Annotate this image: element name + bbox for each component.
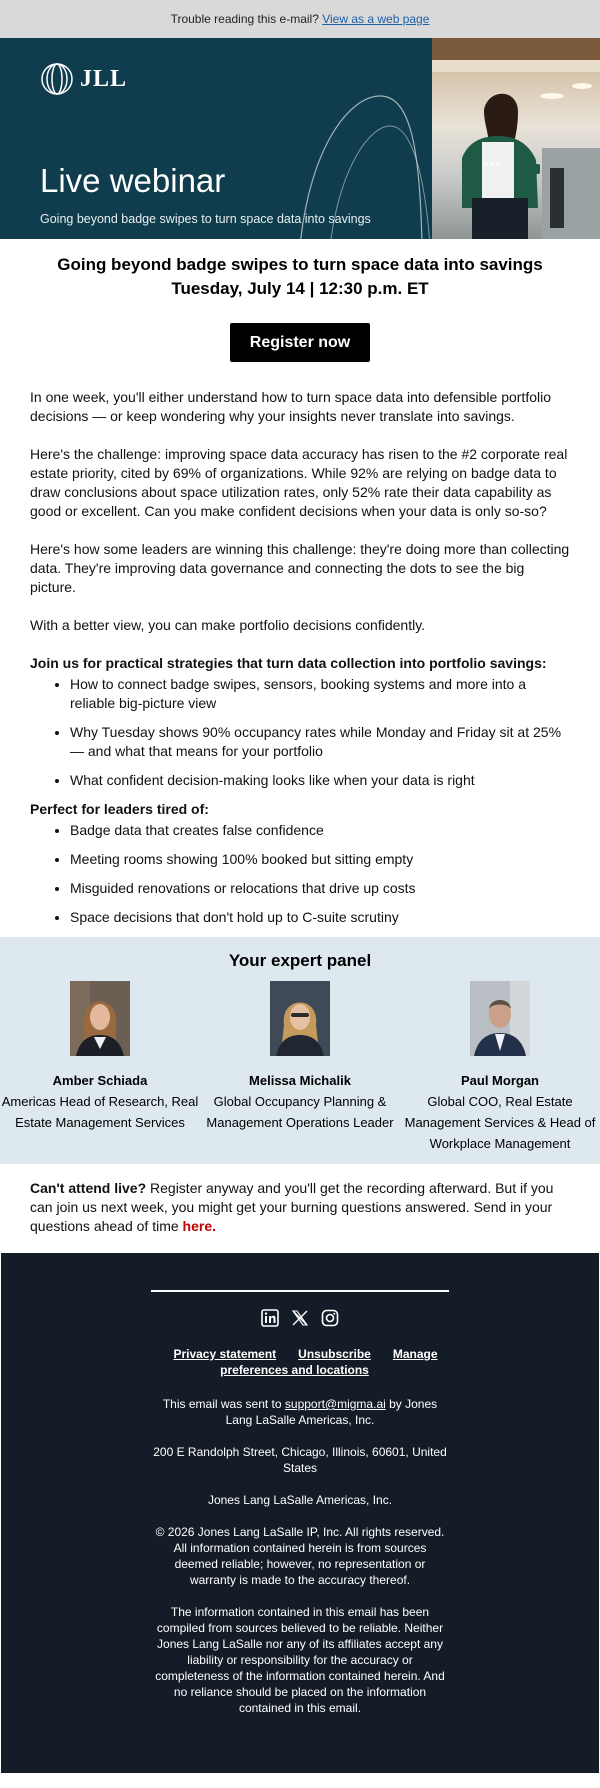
register-now-button[interactable]: Register now xyxy=(230,323,370,362)
list-item: • Badge data that creates false confidence xyxy=(70,821,570,840)
social-links xyxy=(151,1308,449,1328)
footer-divider xyxy=(151,1290,449,1292)
manage-preferences-link[interactable]: Manage preferences and locations xyxy=(220,1347,438,1377)
expert-card xyxy=(400,981,600,1154)
copyright-notice: © 2026 Jones Lang LaSalle IP, Inc. All rights reserved. All information contained herein is from sources deemed reliable; however, no representation or warranty is made to the accuracy thereof. xyxy=(155,1525,445,1587)
expert-role: Americas Head of Research, Real Estate Management Services xyxy=(1,1094,199,1130)
webinar-date-time: Tuesday, July 14 | 12:30 p.m. ET xyxy=(171,279,429,298)
webinar-title: Going beyond badge swipes to turn space data into savings xyxy=(57,255,543,274)
expert-card xyxy=(0,981,200,1154)
body-paragraph-3: Here's how some leaders are winning this challenge: they're doing more than collecting data. They're improving data governance and connecting the dots to see the big picture. xyxy=(30,541,570,595)
view-in-browser-bar xyxy=(0,0,600,38)
avatar xyxy=(470,981,530,1056)
view-web-page-link[interactable]: View as a web page xyxy=(322,12,430,26)
expert-role: Global COO, Real Estate Management Services & Head of Workplace Management xyxy=(404,1094,596,1151)
cant-attend-label: Can't attend live? xyxy=(30,1180,147,1196)
avatar xyxy=(270,981,330,1056)
instagram-icon[interactable] xyxy=(321,1309,339,1327)
linkedin-icon[interactable] xyxy=(261,1309,279,1327)
hero-subtitle: Going beyond badge swipes to turn space data into savings xyxy=(40,212,371,226)
cta-wrapper xyxy=(0,323,600,362)
expert-name: Melissa Michalik xyxy=(249,1073,351,1088)
expert-role: Global Occupancy Planning & Management Operations Leader xyxy=(206,1094,394,1130)
cant-attend-section xyxy=(0,1164,600,1253)
footer-links xyxy=(151,1346,449,1378)
list-item: • How to connect badge swipes, sensors, booking systems and more into a reliable big-picture view xyxy=(70,675,570,713)
expert-card xyxy=(200,981,400,1154)
x-icon[interactable] xyxy=(291,1309,309,1327)
hero-title: Live webinar xyxy=(40,162,226,199)
recipient-email-link[interactable]: support@migma.ai xyxy=(284,1397,386,1411)
list-item: • What confident decision-making looks like when your data is right xyxy=(70,771,570,790)
jll-logo-mark-icon xyxy=(40,62,74,96)
sent-to-suffix: by Jones Lang LaSalle Americas, Inc. xyxy=(225,1397,438,1427)
audience-heading: Perfect for leaders tired of: xyxy=(30,801,209,817)
expert-name: Amber Schiada xyxy=(52,1073,148,1088)
trouble-reading-text: Trouble reading this e-mail? xyxy=(170,12,319,26)
hero-banner xyxy=(0,38,600,239)
strategies-list xyxy=(70,675,570,790)
privacy-statement-link[interactable]: Privacy statement xyxy=(173,1347,277,1361)
audience-list xyxy=(70,821,570,927)
list-item: • Space decisions that don't hold up to C-suite scrutiny xyxy=(70,908,570,927)
hero-person-photo xyxy=(432,38,600,239)
body-paragraph-4: With a better view, you can make portfolio decisions confidently. xyxy=(30,617,426,633)
footer xyxy=(1,1253,599,1773)
expert-panel xyxy=(0,937,600,1164)
avatar xyxy=(70,981,130,1056)
unsubscribe-link[interactable]: Unsubscribe xyxy=(298,1347,371,1361)
expert-name: Paul Morgan xyxy=(460,1073,539,1088)
body-paragraph-1: In one week, you'll either understand how to turn space data into defensible portfolio decisions — or keep wondering why your insights never translate into savings. xyxy=(30,389,552,424)
company-address: 200 E Randolph Street, Chicago, Illinois, 60601, United States xyxy=(153,1445,447,1475)
list-item: • Meeting rooms showing 100% booked but sitting empty xyxy=(70,850,570,869)
cant-attend-text: Register anyway and you'll get the recording afterward. But if you can join us next week, you might get your burning questions answered. Send in your questions ahead of time xyxy=(30,1180,554,1234)
list-item: • Why Tuesday shows 90% occupancy rates while Monday and Friday sit at 25% — and what that means for your portfolio xyxy=(70,723,570,761)
webinar-headline xyxy=(0,239,600,301)
expert-panel-title: Your expert panel xyxy=(228,951,372,970)
company-name: Jones Lang LaSalle Americas, Inc. xyxy=(207,1493,393,1507)
jll-logo xyxy=(40,62,127,96)
submit-questions-link[interactable]: here. xyxy=(182,1218,217,1234)
sent-to-prefix: This email was sent to xyxy=(162,1397,285,1411)
sent-to-notice xyxy=(151,1396,449,1428)
jll-logo-text: JLL xyxy=(80,65,128,92)
list-item: • Misguided renovations or relocations that drive up costs xyxy=(70,879,570,898)
strategies-heading: Join us for practical strategies that turn data collection into portfolio savings: xyxy=(30,655,547,671)
body-paragraph-2: Here's the challenge: improving space data accuracy has risen to the #2 corporate real estate priority, cited by 69% of organizations. While 92% are relying on badge data to draw conclusions about space utilization rates, only 52% rate their data capability as good or excellent. Can you make confident decisions when your data is only so-so? xyxy=(30,446,568,519)
disclaimer-text: The information contained in this email has been compiled from sources believed to be reliable. Neither Jones Lang LaSalle nor any of its affiliates accept any liability or responsibility for the accuracy or completeness of the information contained herein. And no reliance should be placed on the information contained in this email. xyxy=(155,1605,445,1715)
email-body xyxy=(0,388,600,927)
expert-list xyxy=(0,981,600,1154)
